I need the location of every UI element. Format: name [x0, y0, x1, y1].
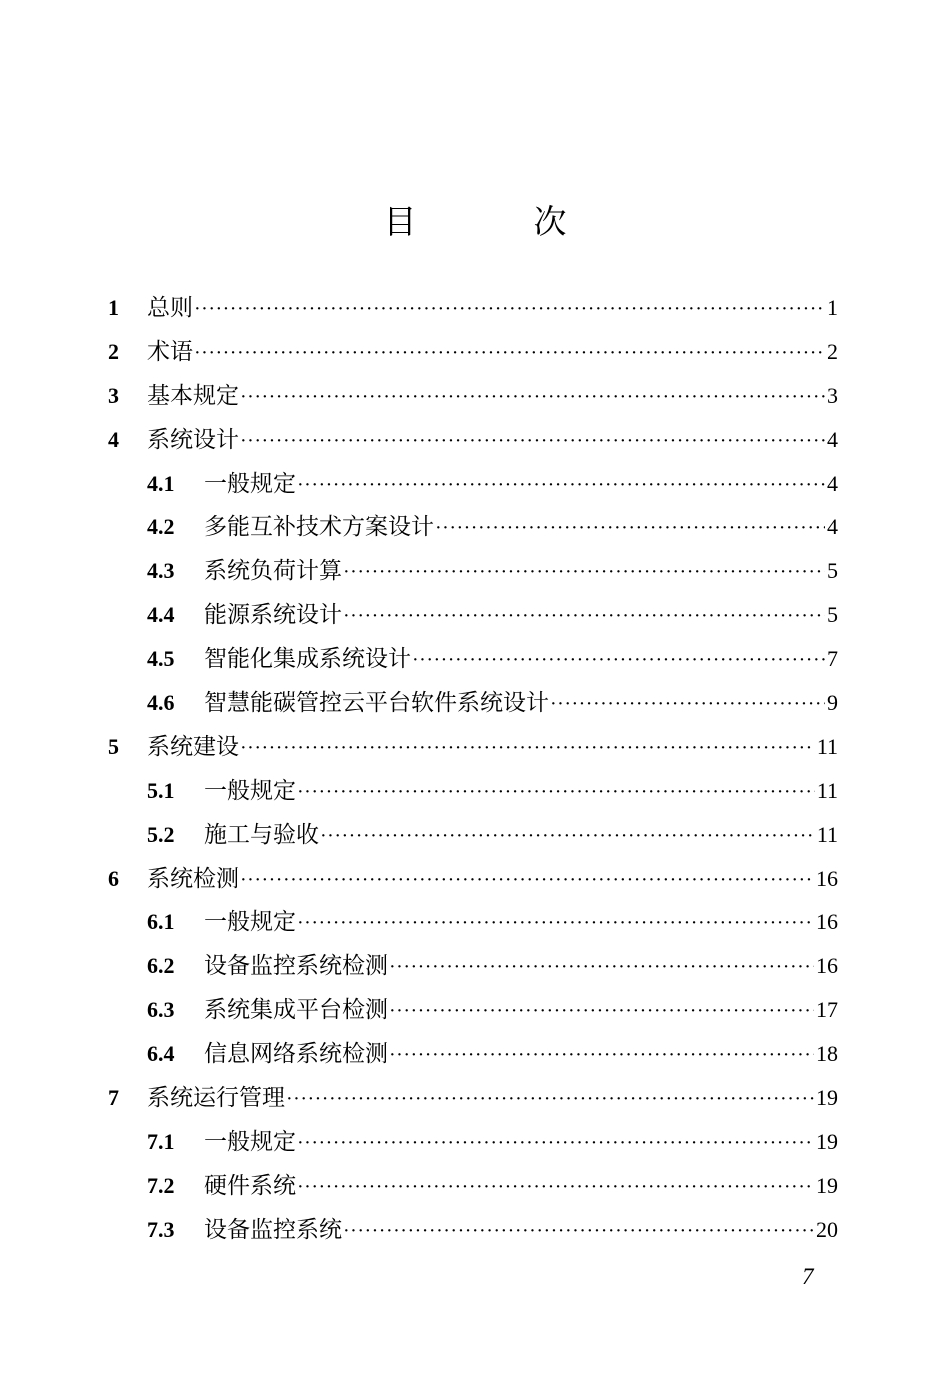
toc-entry-label: 一般规定: [204, 470, 296, 497]
toc-entry-number: 5: [108, 733, 119, 759]
toc-entry[interactable]: [108, 813, 838, 857]
toc-entry[interactable]: [108, 418, 838, 462]
page-title: 目 次: [383, 202, 609, 241]
toc-entry-label: 总则: [147, 295, 193, 321]
toc-entry-page: 4: [827, 426, 838, 452]
toc-entry-number: 7.1: [147, 1128, 175, 1154]
toc-entry-label: 系统集成平台检测: [204, 997, 388, 1024]
toc-entry-label: 一般规定: [204, 1128, 296, 1155]
toc-entry-number: 7: [108, 1085, 119, 1111]
toc-dot-leader: [550, 683, 825, 727]
toc-dot-leader: [240, 376, 825, 420]
toc-entry[interactable]: [108, 1164, 838, 1208]
toc-entry-label: 能源系统设计: [204, 602, 342, 629]
toc-entry[interactable]: [108, 1076, 838, 1120]
toc-entry-page: 5: [827, 558, 838, 584]
toc-entry[interactable]: [108, 988, 838, 1032]
toc-entry-page: 19: [816, 1172, 838, 1198]
toc-entry-label: 智慧能碳管控云平台软件系统设计: [204, 690, 549, 717]
toc-dot-leader: [343, 595, 825, 639]
toc-dot-leader: [240, 727, 815, 771]
toc-entry-page: 16: [816, 865, 838, 891]
toc-entry-label: 设备监控系统检测: [204, 953, 388, 980]
toc-entry[interactable]: [108, 1032, 838, 1076]
toc-entry-page: 5: [827, 602, 838, 628]
toc-entry-page: 20: [816, 1216, 838, 1242]
toc-entry-number: 5.1: [147, 777, 175, 803]
toc-dot-leader: [389, 990, 814, 1034]
toc-dot-leader: [240, 859, 814, 903]
toc-entry[interactable]: [108, 900, 838, 944]
toc-entry-page: 4: [827, 514, 838, 540]
toc-entry-page: 9: [827, 690, 838, 716]
toc-dot-leader: [286, 1078, 814, 1122]
toc-dot-leader: [297, 1166, 814, 1210]
toc-entry[interactable]: [108, 769, 838, 813]
toc-entry[interactable]: [108, 725, 838, 769]
toc-entry-number: 4.5: [147, 646, 175, 672]
table-of-contents: [108, 286, 838, 1252]
toc-dot-leader: [412, 639, 825, 683]
toc-dot-leader: [343, 551, 825, 595]
toc-dot-leader: [389, 1034, 814, 1078]
toc-entry[interactable]: [108, 374, 838, 418]
toc-entry[interactable]: [108, 1120, 838, 1164]
toc-entry-number: 5.2: [147, 821, 175, 847]
toc-entry[interactable]: [108, 505, 838, 549]
toc-entry-number: 6.4: [147, 1041, 175, 1067]
toc-entry-label: 硬件系统: [204, 1172, 296, 1199]
toc-dot-leader: [320, 815, 815, 859]
toc-entry[interactable]: [108, 944, 838, 988]
toc-dot-leader: [194, 332, 825, 376]
toc-entry-number: 2: [108, 338, 119, 364]
toc-entry-page: 11: [816, 821, 838, 847]
toc-entry-number: 7.3: [147, 1216, 175, 1242]
toc-dot-leader: [240, 420, 825, 464]
toc-entry-page: 18: [816, 1041, 838, 1067]
toc-entry-page: 2: [827, 338, 838, 364]
toc-entry[interactable]: [108, 637, 838, 681]
toc-entry-number: 6.2: [147, 953, 175, 979]
toc-dot-leader: [435, 507, 825, 551]
toc-dot-leader: [194, 288, 825, 332]
toc-dot-leader: [297, 464, 825, 508]
toc-entry-page: 16: [816, 953, 838, 979]
toc-entry[interactable]: [108, 681, 838, 725]
toc-entry-page: 3: [827, 382, 838, 408]
toc-entry-label: 智能化集成系统设计: [204, 646, 411, 673]
toc-entry-page: 11: [816, 777, 838, 803]
toc-entry-number: 6: [108, 865, 119, 891]
toc-entry-number: 6.1: [147, 909, 175, 935]
toc-entry-number: 4.3: [147, 558, 175, 584]
toc-entry[interactable]: [108, 462, 838, 506]
toc-entry-label: 系统设计: [147, 426, 239, 453]
toc-entry-label: 系统负荷计算: [204, 558, 342, 585]
toc-entry-label: 系统建设: [147, 733, 239, 760]
toc-entry-label: 信息网络系统检测: [204, 1041, 388, 1068]
toc-entry-label: 设备监控系统: [204, 1216, 342, 1243]
toc-entry-page: 19: [816, 1085, 838, 1111]
toc-entry-label: 系统检测: [147, 865, 239, 892]
toc-entry-page: 11: [816, 733, 838, 759]
toc-entry-page: 1: [827, 295, 838, 320]
toc-entry[interactable]: [108, 857, 838, 901]
toc-entry[interactable]: [108, 593, 838, 637]
toc-entry-number: 4: [108, 426, 119, 452]
toc-entry-number: 7.2: [147, 1172, 175, 1198]
toc-dot-leader: [297, 1122, 814, 1166]
toc-entry-page: 17: [816, 997, 838, 1023]
toc-entry[interactable]: [108, 1208, 838, 1252]
toc-entry-number: 3: [108, 382, 119, 408]
toc-dot-leader: [297, 902, 814, 946]
toc-entry-label: 一般规定: [204, 777, 296, 804]
toc-entry-page: 16: [816, 909, 838, 935]
toc-entry-number: 4.2: [147, 514, 175, 540]
toc-entry-label: 施工与验收: [204, 821, 319, 848]
toc-dot-leader: [297, 771, 815, 815]
toc-entry-number: 4.1: [147, 470, 175, 496]
toc-entry-label: 多能互补技术方案设计: [204, 514, 434, 541]
toc-entry-number: 1: [108, 295, 119, 320]
toc-dot-leader: [389, 946, 814, 990]
toc-entry-page: 19: [816, 1128, 838, 1154]
toc-entry[interactable]: [108, 286, 838, 330]
toc-entry-label: 系统运行管理: [147, 1085, 285, 1112]
toc-entry[interactable]: [108, 330, 838, 374]
toc-entry-label: 基本规定: [147, 382, 239, 409]
toc-entry-label: 一般规定: [204, 909, 296, 936]
page-number: 7: [802, 1264, 814, 1289]
toc-entry-page: 7: [827, 646, 838, 672]
toc-entry-number: 4.4: [147, 602, 175, 628]
toc-entry-page: 4: [827, 470, 838, 496]
toc-entry-label: 术语: [147, 338, 193, 365]
toc-entry[interactable]: [108, 549, 838, 593]
toc-entry-number: 6.3: [147, 997, 175, 1023]
toc-dot-leader: [343, 1210, 814, 1254]
toc-entry-number: 4.6: [147, 690, 175, 716]
